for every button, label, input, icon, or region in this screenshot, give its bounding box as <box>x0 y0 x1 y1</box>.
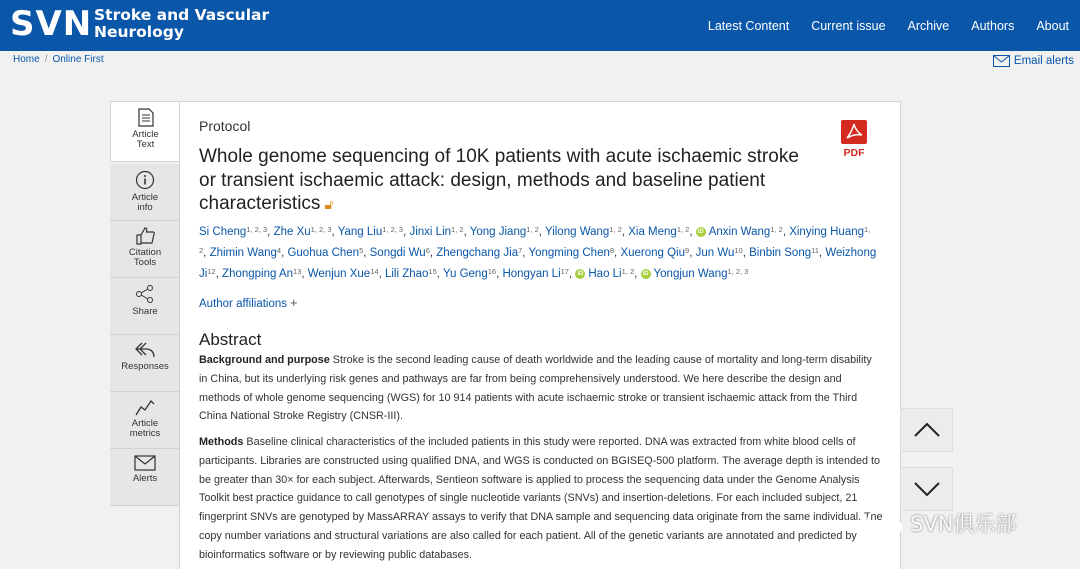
email-alerts-label: Email alerts <box>1013 55 1074 67</box>
rail-article-metrics[interactable] <box>110 392 180 449</box>
author-affiliation-refs: 8 <box>609 246 615 255</box>
author-name[interactable]: Jinxi Lin <box>409 226 452 238</box>
author-affiliation-refs: 15 <box>428 267 437 276</box>
reply-icon <box>134 341 156 359</box>
orcid-icon[interactable]: iD <box>577 270 584 277</box>
email-alerts-link[interactable] <box>993 55 1074 67</box>
author-item <box>370 247 437 259</box>
author-item <box>502 268 575 280</box>
author-separator: , <box>742 247 750 259</box>
wechat-icon <box>866 508 904 538</box>
author-separator: , <box>429 247 437 259</box>
rail-share[interactable] <box>110 278 180 335</box>
author-separator: , <box>689 226 696 238</box>
document-icon <box>138 108 154 127</box>
author-name[interactable]: Zhe Xu <box>273 226 311 238</box>
author-separator: , <box>203 247 210 259</box>
nav-about[interactable]: About <box>1036 18 1069 33</box>
author-affiliation-refs: 14 <box>370 267 379 276</box>
author-affiliation-refs: 4 <box>276 246 282 255</box>
author-name[interactable]: Xia Meng <box>628 226 677 238</box>
author-separator: , <box>215 268 223 280</box>
author-item <box>696 226 789 238</box>
author-affiliation-refs: 1, 2, 3 <box>246 225 268 234</box>
author-affiliation-refs: 1, 2 <box>676 225 690 234</box>
abstract-background-label: Background and purpose <box>199 354 330 366</box>
author-item <box>470 226 545 238</box>
chevron-down-icon <box>913 481 941 497</box>
author-affiliation-refs: 1, 2, 3 <box>727 267 749 276</box>
breadcrumb-separator: / <box>44 54 48 65</box>
abstract-heading: Abstract <box>199 330 262 349</box>
author-affiliation-refs: 1, 2 <box>526 225 539 234</box>
scroll-down-button[interactable] <box>900 467 953 511</box>
author-affiliation-refs: 1, 2, 3 <box>382 225 404 234</box>
share-icon <box>135 284 155 304</box>
author-name[interactable]: Songdi Wu <box>369 247 426 259</box>
author-affiliations-label: Author affiliations <box>199 298 288 310</box>
author-separator: , <box>281 247 288 259</box>
rail-label: Text <box>136 139 155 150</box>
rail-label: info <box>137 202 153 213</box>
author-item <box>575 268 640 280</box>
author-name[interactable]: Yongjun Wang <box>653 268 728 280</box>
main-nav <box>697 0 1080 51</box>
author-affiliation-refs: 10 <box>734 246 743 255</box>
author-item <box>436 247 528 259</box>
rail-label: Article <box>132 129 159 140</box>
author-name[interactable]: Weizhong Ji <box>199 247 877 280</box>
author-affiliations-toggle[interactable] <box>199 295 298 310</box>
author-name[interactable]: Yang Liu <box>337 226 383 238</box>
author-separator: , <box>301 268 308 280</box>
thumbs-up-icon <box>135 227 155 245</box>
author-item <box>443 268 503 280</box>
author-name[interactable]: Xinying Huang <box>789 226 865 238</box>
author-item <box>274 226 338 238</box>
rail-label: Article <box>131 192 159 203</box>
author-separator: , <box>614 247 621 259</box>
rail-label: Article <box>131 418 159 429</box>
plus-icon: + <box>290 295 298 310</box>
author-name[interactable]: Yu Geng <box>442 268 488 280</box>
author-separator: , <box>363 247 370 259</box>
journal-name-line2: Neurology <box>94 23 184 41</box>
envelope-icon <box>134 455 156 471</box>
nav-archive[interactable]: Archive <box>907 18 950 33</box>
author-affiliation-refs: 9 <box>685 246 690 255</box>
author-separator: , <box>378 268 385 280</box>
author-name[interactable]: Hongyan Li <box>502 268 561 280</box>
author-separator: , <box>403 226 410 238</box>
author-name[interactable]: Si Cheng <box>199 226 247 238</box>
watermark-text: SVN俱乐部 <box>910 512 1017 536</box>
author-item <box>338 226 410 238</box>
author-name[interactable]: Jun Wu <box>695 247 735 259</box>
author-separator: , <box>463 226 470 238</box>
watermark <box>866 508 1016 538</box>
author-name[interactable]: Yong Jiang <box>469 226 527 238</box>
pdf-label: PDF <box>843 147 865 159</box>
author-item <box>385 268 443 280</box>
author-affiliation-refs: 7 <box>518 246 523 255</box>
author-separator: , <box>267 226 274 238</box>
info-icon <box>135 170 155 190</box>
article-type: Protocol <box>199 118 251 134</box>
rail-label: metrics <box>129 428 161 439</box>
author-affiliation-refs: 5 <box>359 246 364 255</box>
author-separator: , <box>818 247 826 259</box>
rail-alerts[interactable] <box>110 449 180 506</box>
article-title <box>199 145 809 217</box>
open-access-icon: 🔓︎ <box>324 196 334 212</box>
pdf-download[interactable] <box>840 120 868 159</box>
author-item <box>409 226 469 238</box>
author-affiliation-refs: 1, 2 <box>451 225 464 234</box>
breadcrumb-home[interactable]: Home <box>13 54 40 65</box>
author-affiliation-refs: 1, 2 <box>770 225 783 234</box>
article-tools-rail <box>110 101 180 506</box>
metrics-icon <box>135 398 155 416</box>
author-name[interactable]: Zhongping An <box>222 268 294 280</box>
author-item <box>308 268 385 280</box>
journal-name-line1: Stroke and Vascular <box>94 6 270 24</box>
author-name[interactable]: Zhimin Wang <box>209 247 277 259</box>
pdf-icon <box>841 120 867 144</box>
author-separator: , <box>331 226 338 238</box>
author-affiliation-refs: 1, 2 <box>621 267 635 276</box>
nav-current-issue[interactable]: Current issue <box>811 18 886 33</box>
author-name[interactable]: Lili Zhao <box>384 268 429 280</box>
rail-citation-tools[interactable] <box>110 221 180 278</box>
author-affiliation-refs: 11 <box>811 246 819 255</box>
rail-article-text[interactable] <box>110 101 180 162</box>
author-affiliation-refs: 13 <box>293 267 302 276</box>
author-separator: , <box>634 268 641 280</box>
author-item <box>222 268 308 280</box>
author-item <box>628 226 696 238</box>
abstract-methods-text: Baseline clinical characteristics of the included patients in this study were reported. DNA was extracted from white blood cells of participants. Libraries are constructed using qualified DNA, and WGS is conducted on BGISEQ-500 platform. The average depth is intended to be greater than 30× for each subject. Afterwards, Sentieon software is applied to process the sequencing data under the Genome Analysis Toolkit best practice guidance to call genotypes of single nucleotide variants (SNVs) and insertion-deletions. For each included subject, 21 fingerprint SNVs are genotyped by MassARRAY assays to verify that DNA sample and sequencing data originate from the same individual. The copy number variations and structural variations are also called for each patient. All of the genetic variants are annotated and predicted by bioinformatics software or by reviewing public databases. <box>199 436 883 561</box>
author-item <box>287 247 369 259</box>
rail-label: Citation <box>128 247 162 258</box>
author-name[interactable]: Yilong Wang <box>544 226 610 238</box>
author-item <box>210 247 288 259</box>
abstract-background <box>199 351 883 426</box>
author-separator: , <box>538 226 545 238</box>
author-affiliation-refs: 12 <box>207 267 216 276</box>
breadcrumb <box>13 54 104 65</box>
author-item <box>528 247 620 259</box>
author-separator: , <box>689 247 696 259</box>
envelope-icon <box>993 55 1010 67</box>
nav-authors[interactable]: Authors <box>971 18 1015 33</box>
orcid-icon[interactable]: iD <box>697 228 704 235</box>
author-item <box>749 247 825 259</box>
scroll-up-button[interactable] <box>900 408 953 452</box>
author-item <box>641 268 749 280</box>
author-separator: , <box>568 268 576 280</box>
author-name[interactable]: Anxin Wang <box>708 226 771 238</box>
author-affiliation-refs: 16 <box>487 267 497 276</box>
author-affiliation-refs: 1, 2 <box>199 225 871 255</box>
author-item <box>545 226 628 238</box>
author-separator: , <box>522 247 529 259</box>
author-list <box>199 222 879 285</box>
author-separator: , <box>621 226 629 238</box>
nav-latest-content[interactable]: Latest Content <box>707 18 790 33</box>
author-affiliation-refs: 17 <box>560 267 569 276</box>
author-item <box>199 226 274 238</box>
rail-label: Share <box>132 306 158 317</box>
breadcrumb-online-first[interactable]: Online First <box>52 54 104 65</box>
chevron-up-icon <box>913 422 941 438</box>
author-name[interactable]: Xuerong Qiu <box>620 247 686 259</box>
article-title-text: Whole genome sequencing of 10K patients with acute ischaemic stroke or transient ischaemic attack: design, methods and baseline patient characteristics <box>199 146 799 214</box>
author-separator: , <box>782 226 790 238</box>
rail-article-info[interactable] <box>110 164 180 221</box>
author-separator: , <box>436 268 443 280</box>
author-item <box>620 247 695 259</box>
journal-name[interactable] <box>94 7 269 41</box>
author-affiliation-refs: 1, 2, 3 <box>310 225 332 234</box>
author-affiliation-refs: 1, 2 <box>609 225 622 234</box>
orcid-icon[interactable]: iD <box>642 270 649 277</box>
rail-label: Responses <box>121 361 169 372</box>
author-name[interactable]: Guohua Chen <box>287 247 360 259</box>
author-name[interactable]: Yongming Chen <box>528 247 610 259</box>
site-header <box>0 0 1080 51</box>
abstract-methods-label: Methods <box>199 436 244 448</box>
article-panel <box>179 101 901 569</box>
logo-mark[interactable]: SVN <box>10 4 93 44</box>
author-name[interactable]: Binbin Song <box>749 247 812 259</box>
author-affiliation-refs: 6 <box>425 246 430 255</box>
rail-label: Tools <box>133 257 157 268</box>
rail-label: Alerts <box>132 473 158 484</box>
author-name[interactable]: Hao Li <box>588 268 622 280</box>
author-name[interactable]: Wenjun Xue <box>307 268 371 280</box>
abstract-background-text: Stroke is the second leading cause of death worldwide and the leading cause of mortality and long-term disability in China, but its underlying risk genes and pathways are far from being comprehensively understood. We here describe the design and methods of whole genome sequencing (WGS) for 10 914 patients with acute ischaemic stroke or transient ischaemic attack from the Third China National Stroke Registry (CNSR-III). <box>199 354 872 423</box>
rail-responses[interactable] <box>110 335 180 392</box>
author-separator: , <box>496 268 503 280</box>
abstract-methods <box>199 433 883 565</box>
author-item <box>696 247 750 259</box>
author-name[interactable]: Zhengchang Jia <box>436 247 519 259</box>
